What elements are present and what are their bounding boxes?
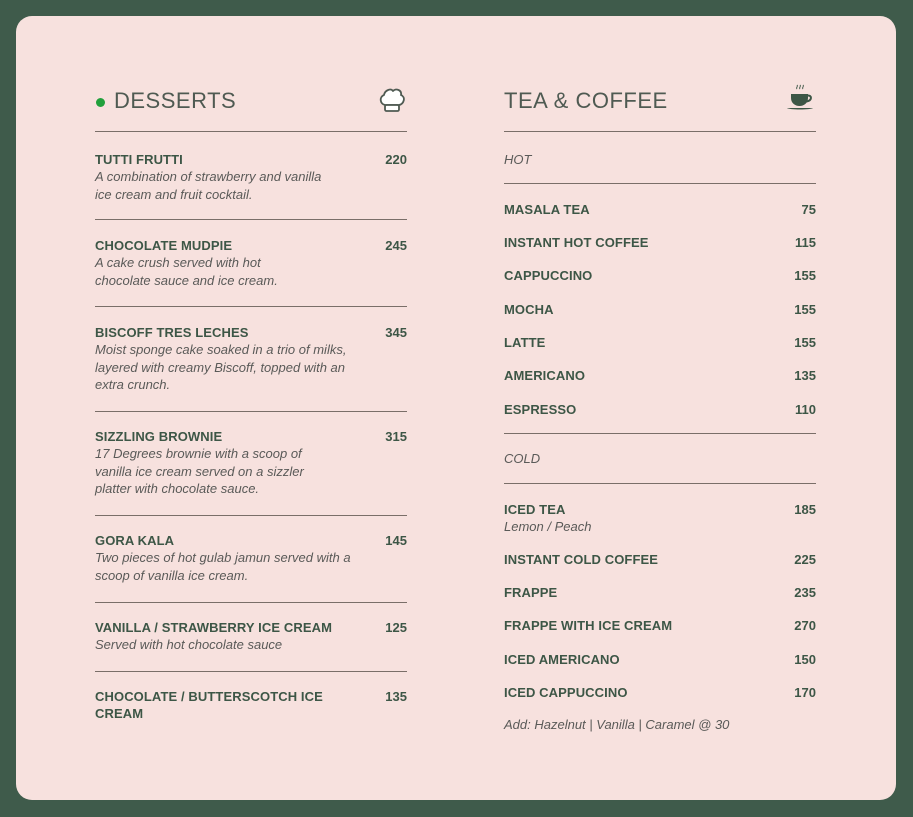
item-price: 245: [385, 238, 407, 253]
menu-item: [504, 584, 816, 601]
menu-item: [504, 401, 816, 418]
divider: [95, 671, 407, 672]
menu-item: [504, 501, 816, 536]
divider: [504, 183, 816, 184]
item-price: 225: [794, 552, 816, 567]
item-price: 155: [794, 302, 816, 317]
item-name: CHOCOLATE MUDPIE: [95, 238, 233, 253]
item-description: A combination of strawberry and vanilla ice cream and fruit cocktail.: [95, 169, 322, 202]
item-price: 145: [385, 533, 407, 548]
menu-item: [504, 234, 816, 251]
divider: [95, 515, 407, 516]
divider: [95, 306, 407, 307]
item-price: 270: [794, 618, 816, 633]
divider: [95, 131, 407, 132]
menu-item: [504, 551, 816, 568]
item-price: 135: [385, 689, 407, 704]
item-price: 135: [794, 368, 816, 383]
item-name: GORA KALA: [95, 533, 175, 548]
menu-item: [95, 428, 407, 498]
menu-item: [95, 532, 407, 584]
menu-card: [16, 16, 896, 800]
item-name: BISCOFF TRES LECHES: [95, 325, 249, 340]
bullet-dot-icon: [96, 98, 105, 107]
item-name: ICED AMERICANO: [504, 652, 620, 667]
menu-item: [504, 267, 816, 284]
item-name: MOCHA: [504, 302, 554, 317]
item-name: FRAPPE: [504, 585, 558, 600]
section-title: TEA & COFFEE: [504, 88, 668, 113]
item-name: VANILLA / STRAWBERRY ICE CREAM: [95, 620, 333, 635]
subsection-label-hot: HOT: [504, 152, 532, 167]
divider: [504, 131, 816, 132]
item-description: A cake crush served with hot chocolate sauce and ice cream.: [95, 255, 278, 288]
menu-item: [95, 619, 407, 654]
item-name: INSTANT HOT COFFEE: [504, 235, 649, 250]
item-price: 170: [794, 685, 816, 700]
menu-item: [504, 301, 816, 318]
divider: [95, 411, 407, 412]
item-price: 150: [794, 652, 816, 667]
divider: [95, 602, 407, 603]
item-name: AMERICANO: [504, 368, 586, 383]
section-title: DESSERTS: [114, 88, 237, 113]
item-name: SIZZLING BROWNIE: [95, 429, 223, 444]
item-name: TUTTI FRUTTI: [95, 152, 183, 167]
item-description: Lemon / Peach: [504, 519, 592, 534]
menu-item: [95, 151, 407, 203]
item-price: 155: [794, 335, 816, 350]
item-description: Two pieces of hot gulab jamun served with a scoop of vanilla ice cream.: [95, 550, 351, 583]
item-price: 235: [794, 585, 816, 600]
item-name: CHOCOLATE / BUTTERSCOTCH ICE CREAM: [95, 689, 323, 721]
menu-item: [504, 617, 816, 634]
tea-coffee-header: [504, 86, 816, 118]
item-description: Moist sponge cake soaked in a trio of milks, layered with creamy Biscoff, topped with an extra crunch.: [95, 342, 347, 392]
menu-item: [504, 651, 816, 668]
menu-item: [504, 334, 816, 351]
desserts-header: [95, 86, 407, 118]
menu-item: [95, 237, 407, 289]
item-price: 220: [385, 152, 407, 167]
item-price: 155: [794, 268, 816, 283]
item-name: ICED CAPPUCCINO: [504, 685, 628, 700]
menu-item: [504, 201, 816, 218]
item-price: 110: [795, 402, 816, 417]
item-price: 345: [385, 325, 407, 340]
item-description: 17 Degrees brownie with a scoop of vanilla ice cream served on a sizzler platter with chocolate sauce.: [95, 446, 304, 496]
menu-item: [504, 367, 816, 384]
item-name: ICED TEA: [504, 502, 566, 517]
item-price: 75: [801, 202, 816, 217]
item-price: 125: [385, 620, 407, 635]
item-price: 185: [794, 502, 816, 517]
chef-hat-icon: [377, 86, 407, 116]
menu-item: [95, 688, 407, 722]
item-price: 115: [795, 235, 816, 250]
divider: [95, 219, 407, 220]
item-name: CAPPUCCINO: [504, 268, 593, 283]
divider: [504, 483, 816, 484]
item-name: LATTE: [504, 335, 546, 350]
item-name: FRAPPE WITH ICE CREAM: [504, 618, 673, 633]
item-name: ESPRESSO: [504, 402, 577, 417]
divider: [504, 433, 816, 434]
item-price: 315: [385, 429, 407, 444]
subsection-label-cold: COLD: [504, 451, 541, 466]
addon-note: Add: Hazelnut | Vanilla | Caramel @ 30: [504, 717, 730, 732]
coffee-cup-icon: [784, 82, 816, 112]
menu-item: [95, 324, 407, 394]
menu-item: [504, 684, 816, 701]
item-name: MASALA TEA: [504, 202, 590, 217]
item-description: Served with hot chocolate sauce: [95, 637, 283, 652]
item-name: INSTANT COLD COFFEE: [504, 552, 659, 567]
